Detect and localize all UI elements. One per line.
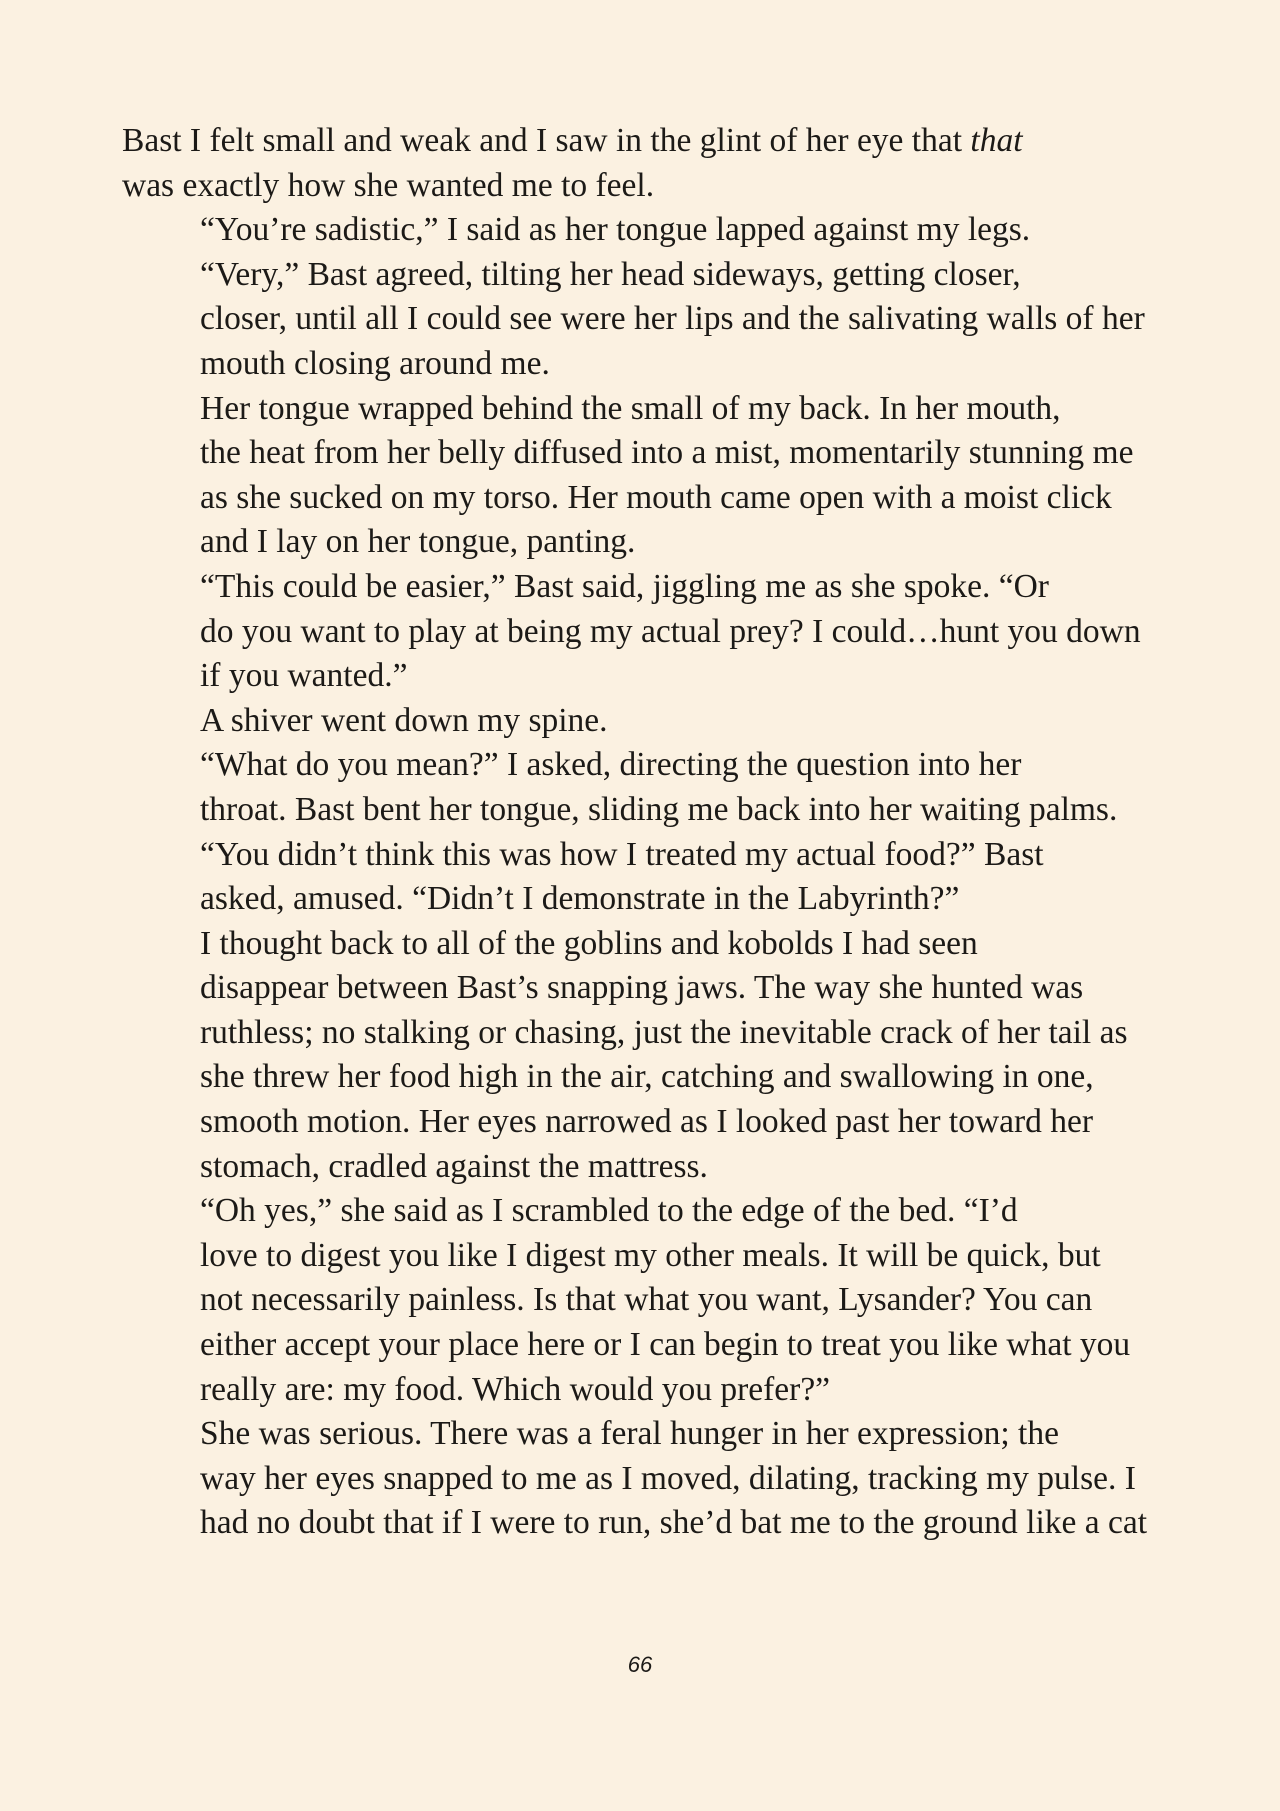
page-number: 66 [627, 1652, 653, 1677]
text-line: Bast I felt small and weak and I saw in the glint of her eye that that [122, 122, 1023, 159]
text-line: “Very,” Bast agreed, tilting her head sideways, getting closer, [200, 255, 1021, 293]
text-line: “What do you mean?” I asked, directing the question into her [200, 746, 1022, 784]
text-line: “This could be easier,” Bast said, jiggling me as she spoke. “Or [200, 567, 1049, 605]
text-line: asked, amused. “Didn’t I demonstrate in the Labyrinth?” [200, 880, 960, 918]
text-line: ruthless; no stalking or chasing, just the inevitable crack of her tail as [200, 1013, 1128, 1051]
text-line: way her eyes snapped to me as I moved, dilating, tracking my pulse. I [200, 1459, 1136, 1497]
text-line: do you want to play at being my actual prey? I could…hunt you down [200, 612, 1141, 650]
text-line: as she sucked on my torso. Her mouth came open with a moist click [200, 478, 1112, 516]
paragraph [122, 743, 1162, 832]
text-line: either accept your place here or I can begin to treat you like what you [200, 1326, 1131, 1364]
paragraph [122, 922, 1162, 1190]
text-line: the heat from her belly diffused into a mist, momentarily stunning me [200, 434, 1134, 472]
paragraph [122, 1189, 1162, 1412]
text-line: was exactly how she wanted me to feel. [122, 166, 655, 204]
text-line: stomach, cradled against the mattress. [200, 1147, 708, 1185]
text-line: A shiver went down my spine. [200, 701, 608, 739]
text-line: She was serious. There was a feral hunger in her expression; the [200, 1415, 1059, 1453]
text-line: throat. Bast bent her tongue, sliding me back into her waiting palms. [200, 790, 1118, 828]
paragraph [122, 699, 1162, 744]
paragraph [122, 387, 1162, 565]
text-line: disappear between Bast’s snapping jaws. The way she hunted was [200, 969, 1084, 1007]
paragraph [122, 253, 1162, 387]
text-line: “Oh yes,” she said as I scrambled to the edge of the bed. “I’d [200, 1192, 1018, 1230]
paragraph [122, 1412, 1162, 1546]
paragraph [122, 119, 1162, 208]
emphasis: that [970, 122, 1023, 159]
text-line: smooth motion. Her eyes narrowed as I looked past her toward her [200, 1103, 1094, 1141]
text-line: “You didn’t think this was how I treated my actual food?” Bast [200, 835, 1044, 873]
paragraph [122, 208, 1162, 253]
text-line: “You’re sadistic,” I said as her tongue lapped against my legs. [200, 211, 1031, 249]
body-text [122, 119, 1162, 1546]
text-line: had no doubt that if I were to run, she’d bat me to the ground like a cat [200, 1504, 1148, 1542]
text-line: if you wanted.” [200, 657, 408, 695]
text-line: really are: my food. Which would you prefer?” [200, 1370, 831, 1408]
text-line: mouth closing around me. [200, 344, 550, 382]
paragraph [122, 565, 1162, 699]
text-line: she threw her food high in the air, catching and swallowing in one, [200, 1058, 1094, 1096]
text-line: not necessarily painless. Is that what you want, Lysander? You can [200, 1281, 1093, 1319]
text-line: Her tongue wrapped behind the small of my back. In her mouth, [200, 389, 1061, 427]
text-line: I thought back to all of the goblins and kobolds I had seen [200, 924, 978, 962]
paragraph [122, 833, 1162, 922]
text-line: and I lay on her tongue, panting. [200, 523, 636, 561]
text-line: love to digest you like I digest my other meals. It will be quick, but [200, 1236, 1101, 1274]
text-line: closer, until all I could see were her lips and the salivating walls of her [200, 300, 1145, 338]
